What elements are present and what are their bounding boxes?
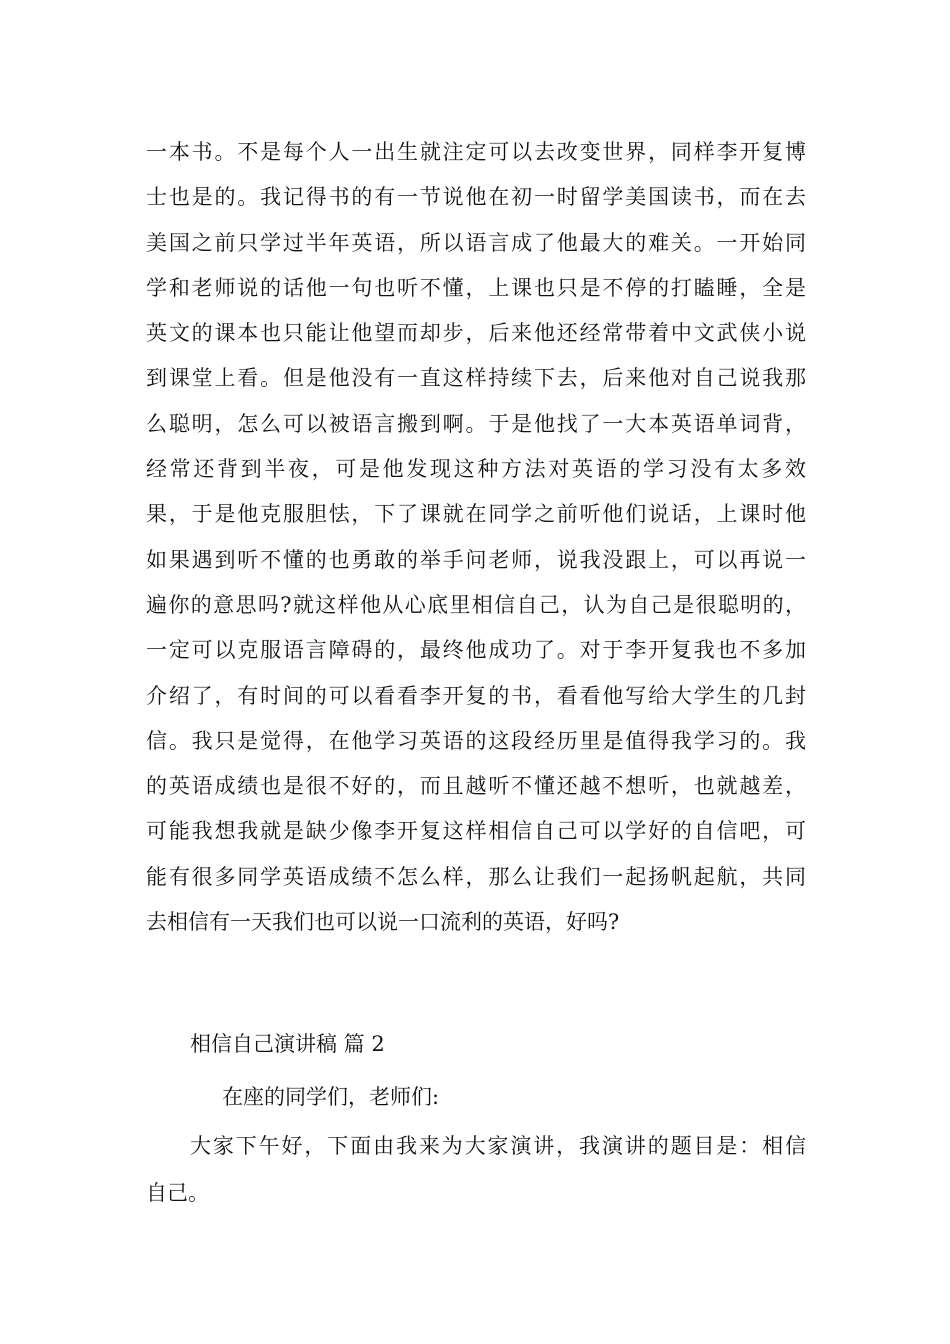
text-line: 能有很多同学英语成绩不怎么样，那么让我们一起扬帆起航，共同: [146, 864, 806, 889]
text-line: 自己。: [146, 1181, 209, 1205]
section-heading: 相信自己演讲稿 篇 2: [190, 1032, 385, 1056]
text-line: 介绍了，有时间的可以看看李开复的书，看看他写给大学生的几封: [146, 683, 806, 708]
text-line: 大家下午好，下面由我来为大家演讲，我演讲的题目是：相信: [190, 1134, 806, 1158]
text-line: 么聪明，怎么可以被语言搬到啊。于是他找了一大本英语单词背，: [146, 411, 806, 436]
text-line: 士也是的。我记得书的有一节说他在初一时留学美国读书，而在去: [146, 185, 806, 210]
text-line: 去相信有一天我们也可以说一口流利的英语，好吗?: [146, 910, 620, 935]
text-line: 的英语成绩也是很不好的，而且越听不懂还越不想听，也就越差，: [146, 774, 806, 799]
text-line: 一本书。不是每个人一出生就注定可以去改变世界，同样李开复博: [146, 140, 806, 164]
body-paragraph-2: [146, 1123, 806, 1217]
text-line: 遍你的意思吗?就这样他从心底里相信自己，认为自己是很聪明的，: [146, 592, 806, 617]
body-paragraph-1: [146, 130, 806, 945]
text-line: 可能我想我就是缺少像李开复这样相信自己可以学好的自信吧，可: [146, 819, 806, 844]
text-line: 信。我只是觉得，在他学习英语的这段经历里是值得我学习的。我: [146, 728, 806, 753]
text-line: 果，于是他克服胆怯，下了课就在同学之前听他们说话，上课时他: [146, 502, 806, 527]
greeting-line: 在座的同学们，老师们:: [222, 1085, 440, 1109]
text-line: 美国之前只学过半年英语，所以语言成了他最大的难关。一开始同: [146, 230, 806, 255]
text-line: 到课堂上看。但是他没有一直这样持续下去，后来他对自己说我那: [146, 366, 806, 391]
text-line: 一定可以克服语言障碍的，最终他成功了。对于李开复我也不多加: [146, 638, 806, 663]
text-line: 经常还背到半夜，可是他发现这种方法对英语的学习没有太多效: [146, 457, 806, 482]
text-line: 如果遇到听不懂的也勇敢的举手问老师，说我没跟上，可以再说一: [146, 547, 806, 572]
text-line: 英文的课本也只能让他望而却步，后来他还经常带着中文武侠小说: [146, 321, 806, 346]
text-line: 学和老师说的话他一句也听不懂，上课也只是不停的打瞌睡，全是: [146, 275, 806, 300]
